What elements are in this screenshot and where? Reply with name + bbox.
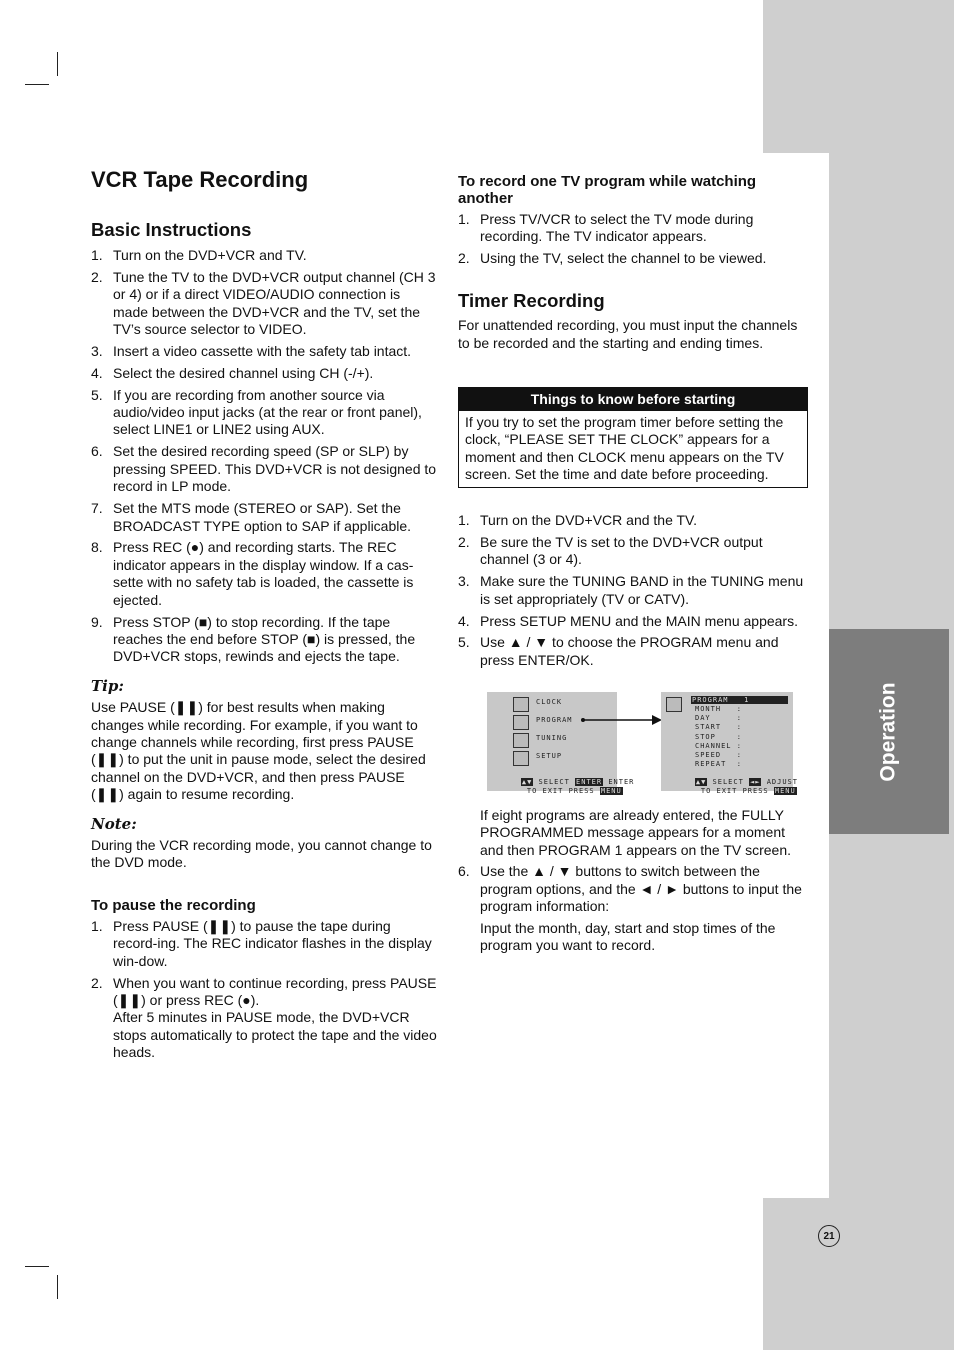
timer-step-6 <box>458 863 806 915</box>
list-item <box>91 443 437 495</box>
step-number: 3. <box>91 342 103 359</box>
step-number: 1. <box>458 211 470 227</box>
select-hint: SELECT <box>712 778 744 786</box>
step-text: Be sure the TV is set to the DVD+VCR output channel (3 or 4). <box>480 533 763 568</box>
record-one-heading: To record one TV program while watching another <box>458 173 757 207</box>
exit-hint: TO EXIT PRESS <box>526 787 595 795</box>
list-item <box>458 573 806 608</box>
arrow-keys-icon: ▲▼ <box>695 778 707 786</box>
step-text: Set the MTS mode (STEREO or SAP). Set the BROADCAST TYPE option to SAP if applicable. <box>113 500 412 534</box>
program-exit-bar <box>680 779 797 803</box>
step6-extra: Input the month, day, start and stop times of the program you want to record. <box>480 919 776 954</box>
menu-key-icon: MENU <box>774 787 796 795</box>
menu-item-tuning: TUNING <box>536 734 568 742</box>
side-band <box>763 1198 954 1350</box>
timer-steps <box>458 512 806 674</box>
step-text: Press STOP (■) to stop recording. If the tape reaches the end before STOP (■) is pressed, the DVD+VCR stops, rewinds and ejects the tape. <box>113 613 416 665</box>
step-text: Use the ▲ / ▼ buttons to switch between the program options, and the ◄ / ► buttons to input the program information: <box>480 863 802 915</box>
section-tab-label: Operation <box>877 681 900 782</box>
list-item <box>458 863 806 915</box>
program-field: DAY : <box>695 714 742 723</box>
program-menu-screen <box>661 692 798 795</box>
step-number: 2. <box>458 250 470 267</box>
info-box <box>458 387 808 488</box>
timer-steps-continued <box>458 807 806 955</box>
timer-intro: For unattended recording, you must input the channels to be recorded and the starting and ending times. <box>458 317 798 351</box>
side-band <box>763 0 954 153</box>
select-hint: SELECT <box>538 778 570 786</box>
list-item <box>458 211 806 246</box>
step-number: 2. <box>91 974 103 991</box>
step-number: 5. <box>91 386 103 403</box>
exit-hint: TO EXIT PRESS <box>700 787 769 795</box>
menu-item-program: PROGRAM <box>536 716 573 724</box>
step-number: 8. <box>91 539 103 556</box>
list-item <box>91 269 437 339</box>
pause-steps-list <box>91 918 437 1062</box>
step-text: Set the desired recording speed (SP or SLP) by pressing SPEED. This DVD+VCR is not designed to record in LP mode. <box>113 443 437 495</box>
full-programmed-note: If eight programs are already entered, the FULLY PROGRAMMED message appears for a moment and then PROGRAM 1 appears on the TV screen. <box>480 807 792 858</box>
menu-item-clock: CLOCK <box>536 698 563 706</box>
step-text: Tune the TV to the DVD+VCR output channel (CH 3 or 4) or if a direct VIDEO/AUDIO connection is made between the DVD+VCR and the TV, set the TV’s source selector to VIDEO. <box>113 268 436 337</box>
program-field: MONTH : <box>695 705 742 713</box>
list-item <box>91 387 437 439</box>
step-text: Press REC (●) and recording starts. The REC indicator appears in the display window. If a cas-sette with no safety tab is loaded, the cassette is ejected. <box>113 539 414 608</box>
list-item <box>91 539 437 609</box>
step-text: When you want to continue recording, press PAUSE (❚❚) or press REC (●). <box>113 974 437 1008</box>
pause-heading: To pause the recording <box>91 896 256 914</box>
list-item <box>91 500 437 535</box>
list-item <box>458 634 806 669</box>
tuning-icon <box>513 733 529 748</box>
main-menu-screen <box>487 692 635 795</box>
enter-key-icon: ENTER <box>576 778 603 786</box>
timer-heading: Timer Recording <box>458 289 605 311</box>
info-box-text: If you try to set the program timer before setting the clock, “PLEASE SET THE CLOCK” appears for a moment and then CLOCK menu appears on the TV screen. Set the time and date before proceeding. <box>465 414 784 483</box>
step-text: Turn on the DVD+VCR and the TV. <box>480 512 697 528</box>
step-number: 4. <box>458 612 470 629</box>
step-text: Using the TV, select the channel to be viewed. <box>480 250 767 267</box>
step-text: Use ▲ / ▼ to choose the PROGRAM menu and press ENTER/OK. <box>480 634 779 668</box>
step-text: Press PAUSE (❚❚) to pause the tape during record-ing. The REC indicator flashes in the display win-dow. <box>113 917 432 969</box>
step-number: 6. <box>458 863 470 880</box>
program-field: REPEAT : <box>695 760 742 769</box>
list-item <box>91 918 437 970</box>
menu-item-setup: SETUP <box>536 752 563 760</box>
step-text: Select the desired channel using CH (-/+). <box>113 364 374 381</box>
step-extra-text: After 5 minutes in PAUSE mode, the DVD+VCR stops automatically to protect the tape and the video heads. <box>113 1009 437 1061</box>
list-item <box>458 613 806 630</box>
step-text: Press TV/VCR to select the TV mode during recording. The TV indicator appears. <box>480 211 754 245</box>
program-icon <box>513 715 529 730</box>
left-right-keys-icon: ◄► <box>750 778 761 786</box>
step-number: 1. <box>458 512 470 528</box>
step-text: Insert a video cassette with the safety tab intact. <box>113 342 412 359</box>
crop-mark <box>25 84 49 85</box>
step-number: 2. <box>91 268 103 285</box>
step-number: 5. <box>458 634 470 651</box>
program-field: START : <box>695 723 742 732</box>
tip-label: Tip: <box>91 676 124 695</box>
step-number: 7. <box>91 500 103 517</box>
list-item <box>91 247 437 264</box>
timer-steps-list <box>458 512 806 669</box>
menu-exit-bar <box>506 779 623 803</box>
basic-instructions-heading: Basic Instructions <box>91 219 252 241</box>
program-field: CHANNEL : <box>695 741 742 750</box>
list-item <box>458 250 806 267</box>
menu-key-icon: MENU <box>600 787 622 795</box>
step-number: 9. <box>91 613 103 630</box>
step-number: 4. <box>91 364 103 381</box>
note-text: During the VCR recording mode, you cannot change to the DVD mode. <box>91 837 432 871</box>
adjust-hint: ADJUST <box>766 778 798 786</box>
crop-mark <box>57 52 58 76</box>
arrow-keys-icon: ▲▼ <box>521 778 533 786</box>
crop-mark <box>25 1266 49 1267</box>
list-item <box>91 365 437 382</box>
arrow-connector <box>580 712 664 726</box>
step-text: Press SETUP MENU and the MAIN menu appears. <box>480 612 798 629</box>
info-box-heading: Things to know before starting <box>459 388 807 411</box>
list-item <box>458 512 806 529</box>
page-title: VCR Tape Recording <box>91 167 309 192</box>
step-number: 6. <box>91 443 103 460</box>
record-one-steps-list <box>458 211 806 268</box>
note-label: Note: <box>91 814 137 833</box>
step-text: Turn on the DVD+VCR and TV. <box>113 246 307 263</box>
program-field: STOP : <box>695 732 742 741</box>
setup-icon <box>513 751 529 766</box>
crop-mark <box>57 1275 58 1299</box>
list-item <box>91 343 437 360</box>
program-field: SPEED : <box>695 751 742 759</box>
step-number: 1. <box>91 246 103 263</box>
list-item <box>91 975 437 1062</box>
clock-icon <box>513 697 529 712</box>
tip-text: Use PAUSE (❚❚) for best results when making changes while recording. For example, if you want to change channels while recording, first press PAUSE (❚❚) to put the unit in pause mode, select the desired channel on the DVD+VCR, and then press PAUSE (❚❚) again to resume recording. <box>91 699 426 803</box>
program-icon <box>666 697 682 712</box>
program-title: PROGRAM 1 <box>691 696 788 704</box>
list-item <box>91 614 437 666</box>
basic-instructions-list <box>91 247 437 666</box>
step-text: If you are recording from another source via audio/video input jacks (at the rear or front panel), select LINE1 or LINE2 using AUX. <box>113 386 422 438</box>
step-number: 3. <box>458 573 470 590</box>
page-number: 21 <box>818 1225 840 1247</box>
left-column <box>91 167 437 1066</box>
right-column <box>458 173 806 352</box>
step-text: Make sure the TUNING BAND in the TUNING menu is set appropriately (TV or CATV). <box>480 573 804 607</box>
step-number: 2. <box>458 533 470 550</box>
step-number: 1. <box>91 917 103 934</box>
list-item <box>458 534 806 569</box>
enter-hint: ENTER <box>608 778 635 786</box>
